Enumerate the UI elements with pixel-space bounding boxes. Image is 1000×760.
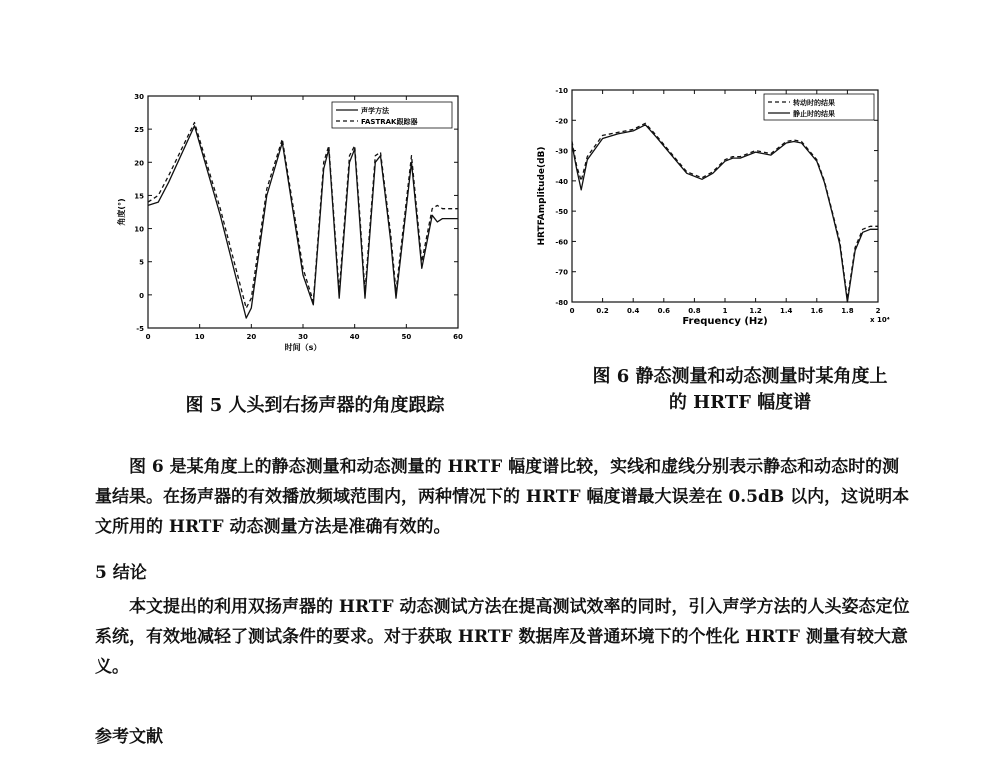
x-tick-label: 0.2	[596, 307, 609, 315]
legend-label: 静止时的结果	[793, 110, 835, 118]
references-heading: 参考文献	[95, 727, 163, 747]
y-tick-label: -80	[555, 299, 568, 307]
x-tick-label: 2	[875, 307, 881, 315]
x-tick-label: 10	[194, 333, 205, 341]
x-tick-label: 60	[453, 333, 463, 341]
x-tick-label: 40	[349, 333, 360, 341]
y-tick-label: 10	[134, 225, 144, 234]
legend-label: FASTRAK跟踪器	[361, 118, 418, 126]
legend-label: 声学方法	[361, 107, 389, 115]
paragraph-text: 图 6 是某角度上的静态测量和动态测量的 HRTF 幅度谱比较，实线和虚线分别表示静态和动态时的测量结果。在扬声器的有效播放频域范围内，两种情况下的 HRTF 幅度谱最大误差在 0.5dB 以内，这说明本文所用的 HRTF 动态测量方法是准确有效的。	[95, 457, 910, 537]
figure-5	[100, 88, 480, 368]
x-tick-label: 1.8	[841, 307, 854, 315]
x-tick-label: 30	[298, 333, 308, 341]
y-tick-label: -30	[555, 147, 568, 156]
x-tick-label: 0	[145, 333, 151, 341]
plot-frame	[148, 96, 458, 328]
x-tick-label: 1.6	[810, 307, 824, 315]
x-tick-label: 0.8	[688, 307, 701, 315]
x-tick-label: 1.4	[779, 307, 793, 315]
series-line-1	[148, 126, 458, 318]
x-axis-label: 时间（s）	[284, 343, 322, 352]
y-tick-label: -10	[555, 87, 568, 95]
x-scale-note: x 10⁴	[870, 316, 890, 324]
y-tick-label: -20	[555, 117, 568, 126]
x-tick-label: 1	[722, 307, 728, 315]
y-tick-label: -5	[136, 325, 144, 333]
section-heading-conclusion: 5 结论	[95, 563, 147, 583]
x-tick-label: 0.4	[626, 307, 640, 315]
y-tick-label: -40	[555, 177, 568, 186]
figure-6-caption-line1: 图 6 静态测量和动态测量时某角度上	[592, 366, 888, 387]
y-axis-label: HRTFAmplitude(dB)	[537, 146, 547, 246]
hrtf-amplitude-chart	[530, 84, 910, 344]
figure-5-caption: 图 5 人头到右扬声器的角度跟踪	[185, 395, 445, 416]
figure-6-caption-line2: 的 HRTF 幅度谱	[668, 392, 812, 413]
series-line-2	[148, 123, 458, 309]
x-tick-label: 20	[246, 333, 257, 341]
angle-tracking-chart	[100, 88, 480, 368]
y-tick-label: 20	[134, 159, 144, 168]
x-tick-label: 0	[569, 307, 575, 315]
legend-label: 转动时的结果	[793, 99, 835, 107]
figure-6	[530, 84, 910, 344]
paragraph-text: 本文提出的利用双扬声器的 HRTF 动态测试方法在提高测试效率的同时，引入声学方法的人头姿态定位系统，有效地减轻了测试条件的要求。对于获取 HRTF 数据库及普通环境下的个性化 HRTF 测量有较大意义。	[95, 597, 910, 677]
y-tick-label: 25	[134, 126, 144, 135]
y-tick-label: -60	[555, 238, 568, 247]
paragraph-conclusion	[95, 592, 915, 682]
y-tick-label: 15	[134, 192, 144, 201]
y-tick-label: -70	[555, 268, 568, 277]
plot-frame	[572, 90, 878, 302]
y-tick-label: 5	[139, 258, 144, 267]
figure-6-caption	[560, 364, 920, 416]
x-tick-label: 0.6	[657, 307, 671, 315]
y-tick-label: 30	[134, 93, 144, 101]
x-axis-label: Frequency (Hz)	[682, 316, 768, 327]
paragraph-fig6-discussion	[95, 452, 915, 542]
series-line-2	[572, 125, 878, 302]
y-tick-label: 0	[139, 291, 144, 300]
y-axis-label: 角度(°)	[117, 198, 126, 226]
x-tick-label: 1.2	[749, 307, 762, 315]
y-tick-label: -50	[555, 208, 568, 217]
x-tick-label: 50	[401, 333, 412, 341]
